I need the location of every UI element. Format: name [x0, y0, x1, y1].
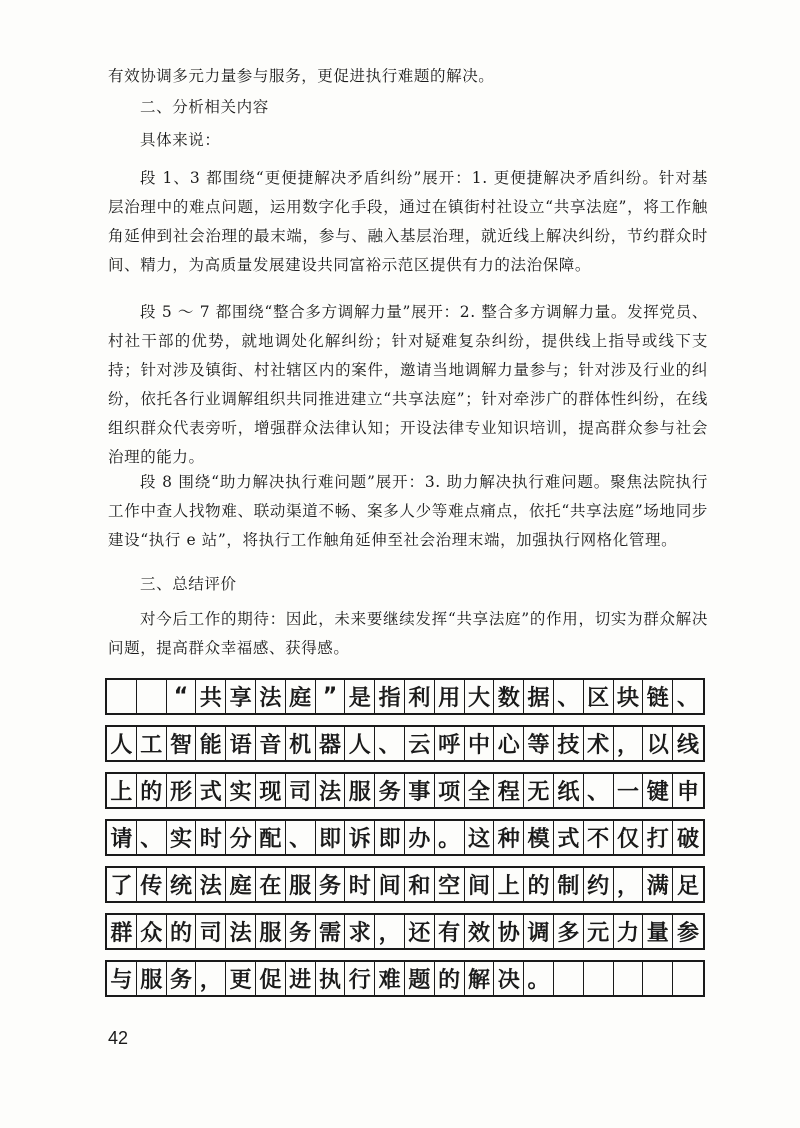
grid-cell: 据 [524, 680, 554, 713]
grid-cell: 机 [286, 727, 316, 760]
grid-cell: 现 [256, 774, 286, 807]
grid-cell [107, 680, 137, 713]
grid-cell: 诉 [345, 821, 375, 854]
grid-cell [673, 962, 703, 995]
grid-cell: 办 [405, 821, 435, 854]
grid-cell: 式 [196, 774, 226, 807]
grid-cell: 效 [465, 915, 495, 948]
grid-cell: 的 [137, 774, 167, 807]
grid-cell: 区 [584, 680, 614, 713]
grid-cell: 难 [375, 962, 405, 995]
grid-cell: 和 [405, 868, 435, 901]
grid-cell: 全 [465, 774, 495, 807]
grid-cell: 服 [345, 774, 375, 807]
grid-cell: 庭 [226, 868, 256, 901]
grid-cell: 司 [196, 915, 226, 948]
grid-cell: 法 [256, 680, 286, 713]
grid-cell: 足 [677, 874, 700, 899]
grid-cell: 人 [345, 727, 375, 760]
grid-cell: 链 [643, 680, 673, 713]
grid-cell: 。 [524, 962, 554, 995]
grid-cell: 约 [584, 868, 614, 901]
grid-cell: 制 [554, 868, 584, 901]
grid-cell: 一 [614, 774, 644, 807]
grid-cell: 参 [677, 921, 700, 946]
grid-cell: 中 [465, 727, 495, 760]
grid-cell: 式 [554, 821, 584, 854]
grid-cell: 。 [435, 821, 465, 854]
grid-cell: 多 [554, 915, 584, 948]
grid-cell: 申 [677, 780, 700, 805]
grid-cell: ， [614, 868, 644, 901]
grid-cell: 众 [137, 915, 167, 948]
grid-cell: 解 [465, 962, 495, 995]
grid-cell: 务 [375, 774, 405, 807]
grid-cell: 键 [643, 774, 673, 807]
grid-cell: 间 [375, 868, 405, 901]
section-heading-summary: 三、总结评价 [140, 575, 237, 593]
grid-cell: 统 [167, 868, 197, 901]
grid-cell: 云 [405, 727, 435, 760]
grid-cell [584, 962, 614, 995]
grid-cell: 群 [107, 915, 137, 948]
answer-grid-row [105, 960, 705, 997]
grid-cell: 上 [494, 868, 524, 901]
grid-cell: 能 [196, 727, 226, 760]
grid-cell: 人 [107, 727, 137, 760]
grid-cell: 、 [137, 821, 167, 854]
grid-cell: ， [614, 727, 644, 760]
grid-cell: 、 [584, 774, 614, 807]
grid-cell [643, 962, 673, 995]
grid-cell: 促 [256, 962, 286, 995]
section-heading-analysis: 二、分析相关内容 [140, 98, 269, 116]
grid-cell: 执 [316, 962, 346, 995]
grid-cell: 时 [196, 821, 226, 854]
grid-cell: 还 [405, 915, 435, 948]
grid-cell: 题 [405, 962, 435, 995]
paragraph-point-1: 段 1、3 都围绕“更便捷解决矛盾纠纷”展开：1. 更便捷解决矛盾纠纷。针对基层治理中的难点问题，运用数字化手段，通过在镇街村社设立“共享法庭”，将工作触角延伸到社会治理的最末端，参与、融入基层治理，就近线上解决纠纷，节约群众时间、精力，为高质量发展建设共同富裕示范区提供有力的法治保障。 [108, 169, 708, 274]
grid-cell: 心 [494, 727, 524, 760]
grid-cell: 这 [465, 821, 495, 854]
grid-cell: 法 [316, 774, 346, 807]
grid-cell: 种 [494, 821, 524, 854]
answer-grid-row [105, 913, 705, 950]
grid-cell: 器 [316, 727, 346, 760]
grid-cell: 力 [614, 915, 644, 948]
grid-cell: ， [196, 962, 226, 995]
grid-cell: 破 [677, 827, 700, 852]
grid-cell: 协 [494, 915, 524, 948]
grid-cell: 元 [584, 915, 614, 948]
grid-cell: 请 [107, 821, 137, 854]
answer-grid-row [105, 772, 705, 809]
grid-cell: 块 [614, 680, 644, 713]
grid-cell: 无 [524, 774, 554, 807]
grid-cell: 纸 [554, 774, 584, 807]
paragraph-continuation: 有效协调多元力量参与服务，更促进执行难题的解决。 [108, 67, 495, 85]
grid-cell: 以 [643, 727, 673, 760]
grid-cell: 法 [226, 915, 256, 948]
paragraph-point-2: 段 5 ～ 7 都围绕“整合多方调解力量”展开：2. 整合多方调解力量。发挥党员、村社干部的优势，就地调处化解纠纷；针对疑难复杂纠纷，提供线上指导或线下支持；针对涉及镇街、村社辖区内的案件，邀请当地调解力量参与；针对涉及行业的纠纷，依托各行业调解组织共同推进建立“共享法庭”；针对牵涉广的群体性纠纷，在线组织群众代表旁听，增强群众法律认知；开设法律专业知识培训，提高群众参与社会治理的能力。 [108, 303, 708, 466]
grid-cell: 模 [524, 821, 554, 854]
grid-cell: 程 [494, 774, 524, 807]
grid-cell: 语 [226, 727, 256, 760]
grid-cell: 仅 [614, 821, 644, 854]
grid-cell: 务 [167, 962, 197, 995]
grid-cell: 实 [226, 774, 256, 807]
grid-cell: 大 [465, 680, 495, 713]
grid-cell: 等 [524, 727, 554, 760]
answer-grid-row [105, 678, 705, 715]
grid-cell: 、 [286, 821, 316, 854]
grid-cell: 时 [345, 868, 375, 901]
grid-cell: 共 [196, 680, 226, 713]
grid-cell: 空 [435, 868, 465, 901]
grid-cell: 的 [167, 915, 197, 948]
grid-cell: 术 [584, 727, 614, 760]
grid-cell: 项 [435, 774, 465, 807]
grid-cell: 事 [405, 774, 435, 807]
grid-cell: 决 [494, 962, 524, 995]
grid-cell: 进 [286, 962, 316, 995]
grid-cell: 与 [107, 962, 137, 995]
grid-cell: 服 [286, 868, 316, 901]
grid-cell: 实 [167, 821, 197, 854]
page-number: 42 [108, 1028, 129, 1048]
grid-cell: 技 [554, 727, 584, 760]
grid-cell: ， [375, 915, 405, 948]
paragraph-intro: 具体来说： [140, 131, 221, 149]
grid-cell: 形 [167, 774, 197, 807]
grid-cell: 即 [316, 821, 346, 854]
grid-cell: 间 [465, 868, 495, 901]
grid-cell: 配 [256, 821, 286, 854]
grid-cell: 、 [677, 686, 700, 711]
grid-cell: 的 [524, 868, 554, 901]
grid-cell: 、 [554, 680, 584, 713]
answer-grid-row [105, 725, 705, 762]
paragraph-point-3: 段 8 围绕“助力解决执行难问题”展开：3. 助力解决执行难问题。聚焦法院执行工作中查人找物难、联动渠道不畅、案多人少等难点痛点，依托“共享法庭”场地同步建设“执行 e 站”，将执行工作触角延伸至社会治理末端，加强执行网格化管理。 [108, 473, 708, 549]
grid-cell: 线 [677, 733, 700, 758]
grid-cell: 智 [167, 727, 197, 760]
grid-cell: 服 [256, 915, 286, 948]
grid-cell: 传 [137, 868, 167, 901]
grid-cell: 上 [107, 774, 137, 807]
grid-cell: 数 [494, 680, 524, 713]
grid-cell: 求 [345, 915, 375, 948]
grid-cell: 的 [435, 962, 465, 995]
grid-cell: 即 [375, 821, 405, 854]
grid-cell: 司 [286, 774, 316, 807]
answer-grid-row [105, 866, 705, 903]
grid-cell [614, 962, 644, 995]
grid-cell: 在 [256, 868, 286, 901]
grid-cell: 法 [196, 868, 226, 901]
grid-cell: 指 [375, 680, 405, 713]
grid-cell: ” [316, 680, 346, 713]
grid-cell: 更 [226, 962, 256, 995]
grid-cell [554, 962, 584, 995]
grid-cell: 务 [286, 915, 316, 948]
grid-cell [137, 680, 167, 713]
grid-cell: 不 [584, 821, 614, 854]
grid-cell: 打 [643, 821, 673, 854]
grid-cell: 了 [107, 868, 137, 901]
grid-cell: 量 [643, 915, 673, 948]
paragraph-expectation: 对今后工作的期待：因此，未来要继续发挥“共享法庭”的作用，切实为群众解决问题，提高群众幸福感、获得感。 [108, 610, 708, 657]
grid-cell: 音 [256, 727, 286, 760]
grid-cell: 需 [316, 915, 346, 948]
grid-cell: 是 [345, 680, 375, 713]
grid-cell: “ [167, 680, 197, 713]
grid-cell: 行 [345, 962, 375, 995]
grid-cell: 服 [137, 962, 167, 995]
grid-cell: 呼 [435, 727, 465, 760]
grid-cell: 分 [226, 821, 256, 854]
grid-cell: 用 [435, 680, 465, 713]
grid-cell: 庭 [286, 680, 316, 713]
grid-cell: 、 [375, 727, 405, 760]
grid-cell: 享 [226, 680, 256, 713]
grid-cell: 务 [316, 868, 346, 901]
answer-grid-row [105, 819, 705, 856]
grid-cell: 调 [524, 915, 554, 948]
grid-cell: 工 [137, 727, 167, 760]
grid-cell: 利 [405, 680, 435, 713]
grid-cell: 有 [435, 915, 465, 948]
grid-cell: 满 [643, 868, 673, 901]
